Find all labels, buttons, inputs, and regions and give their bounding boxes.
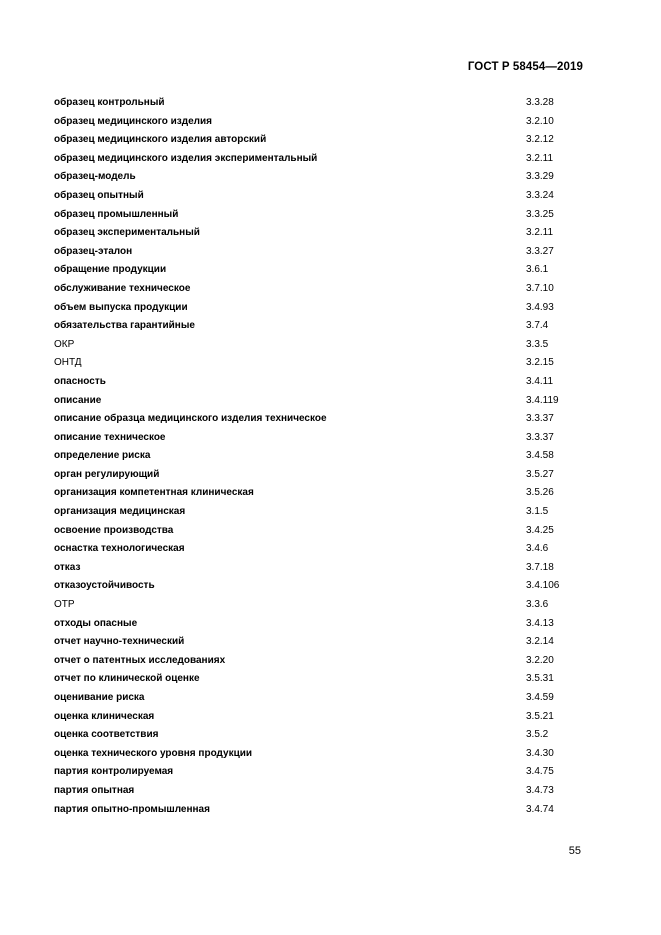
index-reference: 3.2.11 [526, 227, 554, 239]
index-entry [54, 580, 584, 599]
index-reference: 3.4.73 [526, 784, 554, 796]
index-term: образец медицинского изделия экспериментальный [54, 152, 318, 164]
index-entry [54, 395, 584, 414]
index-reference: 3.3.37 [526, 431, 554, 443]
term-index-list [54, 97, 584, 822]
index-entry [54, 599, 584, 618]
index-reference: 3.2.11 [526, 152, 554, 164]
index-reference: 3.4.59 [526, 692, 554, 703]
page-number: 55 [568, 845, 581, 857]
index-entry [54, 692, 584, 711]
index-entry [54, 673, 584, 692]
index-entry [54, 804, 584, 823]
index-reference: 3.4.30 [526, 747, 554, 759]
index-term: описание [54, 394, 102, 406]
index-term: объем выпуска продукции [54, 301, 188, 313]
index-term: орган регулирующий [54, 468, 160, 480]
document-header: ГОСТ Р 58454—2019 [467, 61, 583, 73]
index-reference: 3.1.5 [526, 506, 549, 518]
index-reference: 3.2.15 [526, 357, 554, 369]
index-term: освоение производства [54, 524, 174, 536]
index-reference: 3.5.21 [526, 710, 554, 722]
index-reference: 3.7.4 [526, 320, 549, 332]
index-term: образец опытный [54, 189, 144, 201]
index-reference: 3.3.28 [526, 97, 554, 108]
index-term: обращение продукции [54, 264, 167, 276]
index-term: отчет по клинической оценке [54, 673, 200, 685]
index-reference: 3.4.93 [526, 301, 554, 313]
index-term: отходы опасные [54, 617, 138, 629]
index-entry [54, 785, 584, 804]
index-term: образец экспериментальный [54, 227, 200, 239]
index-entry [54, 153, 584, 172]
index-entry [54, 190, 584, 209]
index-term: отчет научно-технический [54, 636, 185, 648]
index-entry [54, 636, 584, 655]
index-term: образец медицинского изделия авторский [54, 134, 267, 146]
index-reference: 3.4.6 [526, 543, 549, 555]
index-entry [54, 227, 584, 246]
index-term: партия опытная [54, 784, 135, 796]
index-term: описание образца медицинского изделия техническое [54, 413, 327, 425]
index-term: партия контролируемая [54, 766, 174, 778]
index-reference: 3.2.10 [526, 115, 554, 127]
index-term: оценка соответствия [54, 729, 159, 741]
index-entry [54, 729, 584, 748]
index-reference: 3.4.58 [526, 450, 554, 462]
index-entry [54, 543, 584, 562]
index-term: образец промышленный [54, 208, 179, 220]
index-reference: 3.3.5 [526, 338, 549, 350]
index-entry [54, 766, 584, 785]
index-entry [54, 487, 584, 506]
index-reference: 3.3.25 [526, 208, 554, 220]
index-reference: 3.5.31 [526, 673, 554, 685]
index-entry [54, 302, 584, 321]
index-entry [54, 469, 584, 488]
index-term: ОКР [54, 338, 75, 350]
index-reference: 3.4.75 [526, 766, 554, 778]
index-reference: 3.4.11 [526, 375, 554, 387]
index-entry [54, 97, 584, 116]
index-term: образец медицинского изделия [54, 115, 213, 127]
index-entry [54, 450, 584, 469]
index-entry [54, 432, 584, 451]
index-entry [54, 339, 584, 358]
index-reference: 3.4.106 [526, 580, 560, 592]
index-reference: 3.4.13 [526, 617, 554, 629]
index-entry [54, 320, 584, 339]
index-entry [54, 283, 584, 302]
index-reference: 3.2.12 [526, 134, 554, 146]
index-reference: 3.4.119 [526, 394, 559, 406]
index-term: описание техническое [54, 431, 166, 443]
index-entry [54, 655, 584, 674]
index-term: организация компетентная клиническая [54, 487, 254, 499]
index-entry [54, 525, 584, 544]
index-entry [54, 171, 584, 190]
index-entry [54, 711, 584, 730]
index-term: отказ [54, 561, 81, 573]
index-reference: 3.6.1 [526, 264, 549, 276]
index-term: определение риска [54, 450, 151, 462]
index-reference: 3.2.20 [526, 654, 554, 666]
index-term: оценка клиническая [54, 710, 155, 722]
index-reference: 3.3.27 [526, 245, 554, 257]
index-term: ОТР [54, 599, 75, 611]
index-term: организация медицинская [54, 506, 186, 518]
index-term: образец-эталон [54, 245, 133, 257]
index-entry [54, 134, 584, 153]
index-reference: 3.5.27 [526, 468, 554, 480]
index-reference: 3.3.37 [526, 413, 554, 425]
index-reference: 3.2.14 [526, 636, 554, 648]
index-entry [54, 246, 584, 265]
index-entry [54, 264, 584, 283]
index-reference: 3.4.25 [526, 524, 554, 536]
index-term: образец контрольный [54, 97, 165, 108]
index-term: образец-модель [54, 171, 136, 183]
index-entry [54, 562, 584, 581]
index-reference: 3.7.10 [526, 282, 554, 294]
index-reference: 3.4.74 [526, 803, 554, 815]
index-term: опасность [54, 375, 106, 387]
index-term: оценка технического уровня продукции [54, 747, 253, 759]
index-term: обязательства гарантийные [54, 320, 195, 332]
index-reference: 3.3.24 [526, 189, 554, 201]
index-reference: 3.7.18 [526, 561, 554, 573]
index-entry [54, 618, 584, 637]
index-term: отказоустойчивость [54, 580, 155, 592]
index-term: партия опытно-промышленная [54, 803, 210, 815]
index-term: оснастка технологическая [54, 543, 185, 555]
index-reference: 3.5.2 [526, 729, 549, 741]
index-term: оценивание риска [54, 692, 145, 703]
index-entry [54, 376, 584, 395]
index-term: обслуживание техническое [54, 282, 191, 294]
index-entry [54, 413, 584, 432]
index-term: ОНТД [54, 357, 82, 369]
index-reference: 3.5.26 [526, 487, 554, 499]
index-entry [54, 116, 584, 135]
index-reference: 3.3.6 [526, 599, 549, 611]
index-entry [54, 209, 584, 228]
index-reference: 3.3.29 [526, 171, 554, 183]
index-entry [54, 748, 584, 767]
index-term: отчет о патентных исследованиях [54, 654, 226, 666]
index-entry [54, 506, 584, 525]
index-entry [54, 357, 584, 376]
